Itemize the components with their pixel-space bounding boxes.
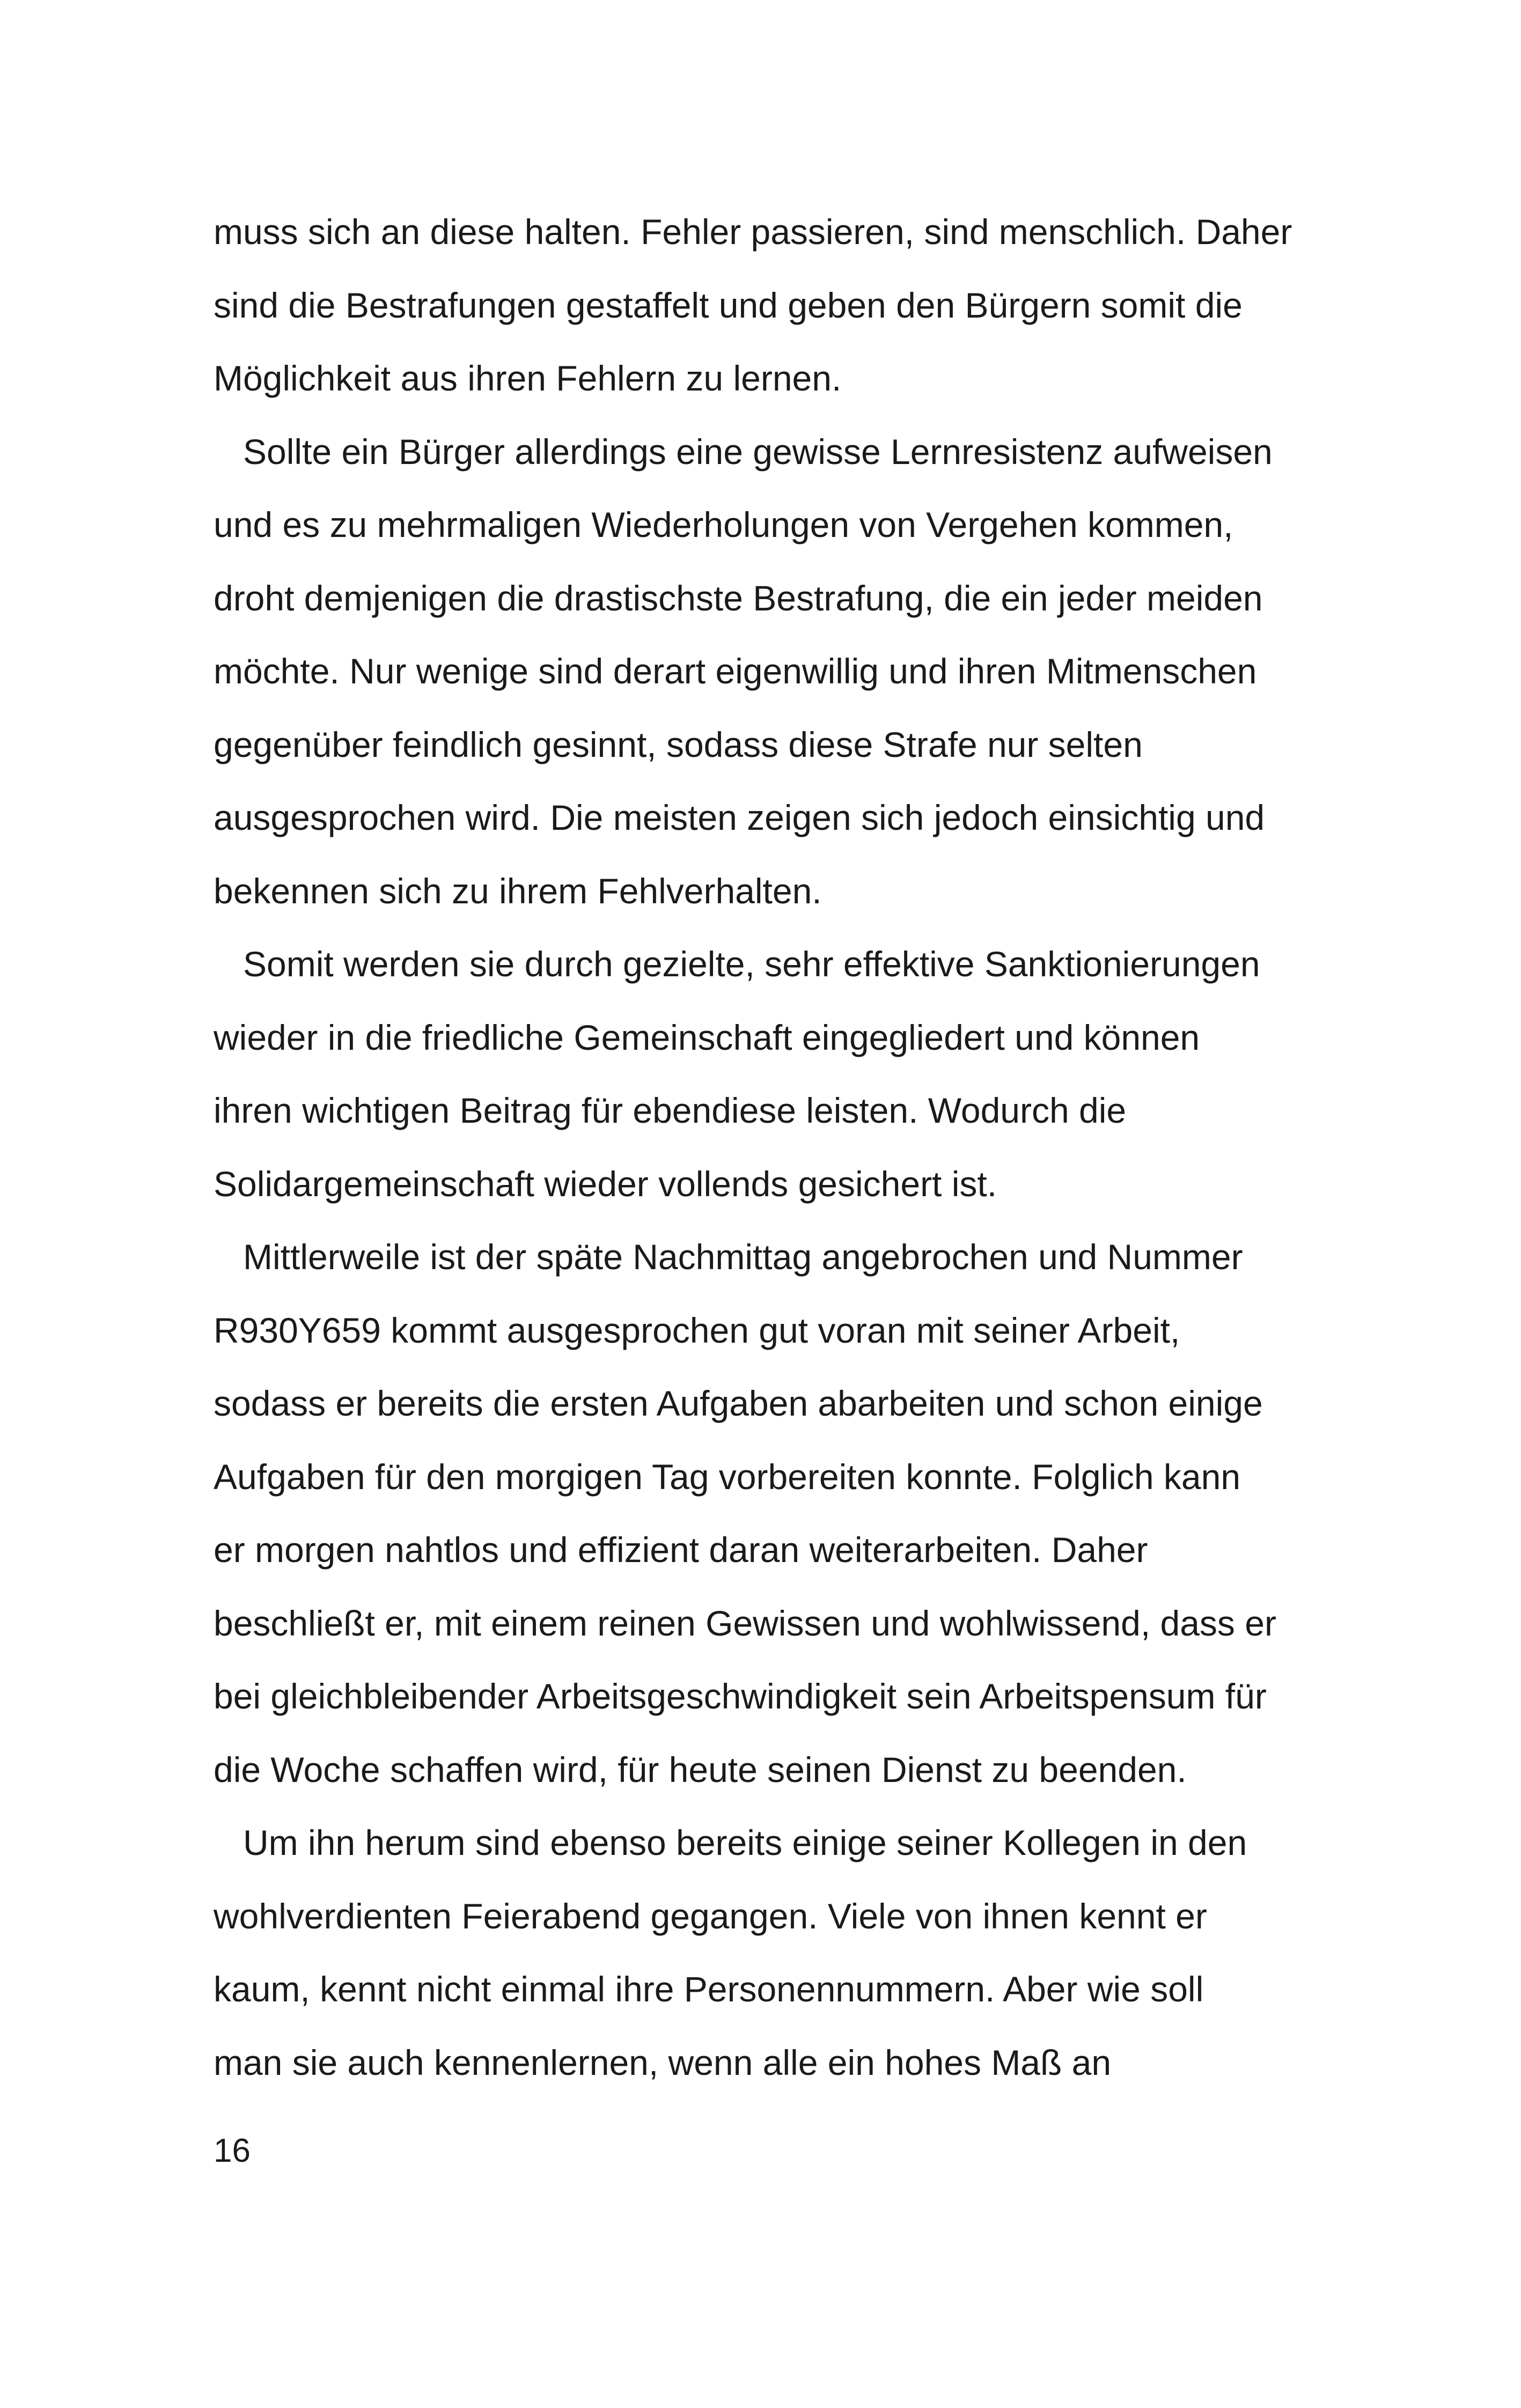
text-line: bekennen sich zu ihrem Fehlverhalten. <box>214 871 822 911</box>
text-line: und es zu mehrmaligen Wiederholungen von Vergehen kommen, <box>214 505 1233 544</box>
text-line: die Woche schaffen wird, für heute seinen Dienst zu beenden. <box>214 1750 1187 1790</box>
text-line: Somit werden sie durch gezielte, sehr effektive Sanktionierungen <box>214 944 1260 984</box>
text-line: kaum, kennt nicht einmal ihre Personennummern. Aber wie soll <box>214 1969 1204 2009</box>
text-line: sodass er bereits die ersten Aufgaben abarbeiten und schon einige <box>214 1383 1263 1423</box>
text-line: wieder in die friedliche Gemeinschaft eingegliedert und können <box>214 1018 1200 1057</box>
text-line: beschließt er, mit einem reinen Gewissen und wohlwissend, dass er <box>214 1603 1276 1643</box>
text-line: man sie auch kennenlernen, wenn alle ein hohes Maß an <box>214 2043 1112 2082</box>
text-line: gegenüber feindlich gesinnt, sodass diese Strafe nur selten <box>214 725 1143 764</box>
page-number: 16 <box>214 2132 251 2169</box>
text-line: droht demjenigen die drastischste Bestrafung, die ein jeder meiden <box>214 578 1263 618</box>
text-line: bei gleichbleibender Arbeitsgeschwindigkeit sein Arbeitspensum für <box>214 1676 1267 1716</box>
text-line: muss sich an diese halten. Fehler passieren, sind menschlich. Daher <box>214 212 1292 252</box>
text-line: möchte. Nur wenige sind derart eigenwillig und ihren Mitmenschen <box>214 651 1257 691</box>
text-line: R930Y659 kommt ausgesprochen gut voran mit seiner Arbeit, <box>214 1310 1180 1350</box>
text-line: er morgen nahtlos und effizient daran weiterarbeiten. Daher <box>214 1530 1148 1570</box>
text-line: wohlverdienten Feierabend gegangen. Viele von ihnen kennt er <box>214 1896 1207 1936</box>
text-line: Solidargemeinschaft wieder vollends gesichert ist. <box>214 1164 997 1204</box>
text-line: ausgesprochen wird. Die meisten zeigen sich jedoch einsichtig und <box>214 798 1265 837</box>
text-line: sind die Bestrafungen gestaffelt und geben den Bürgern somit die <box>214 285 1243 325</box>
text-line: Um ihn herum sind ebenso bereits einige seiner Kollegen in den <box>214 1823 1247 1862</box>
text-line: ihren wichtigen Beitrag für ebendiese leisten. Wodurch die <box>214 1091 1127 1130</box>
text-line: Sollte ein Bürger allerdings eine gewisse Lernresistenz aufweisen <box>214 432 1273 472</box>
text-line: Aufgaben für den morgigen Tag vorbereiten konnte. Folglich kann <box>214 1457 1241 1497</box>
text-line: Mittlerweile ist der späte Nachmittag angebrochen und Nummer <box>214 1237 1243 1277</box>
text-line: Möglichkeit aus ihren Fehlern zu lernen. <box>214 358 842 398</box>
